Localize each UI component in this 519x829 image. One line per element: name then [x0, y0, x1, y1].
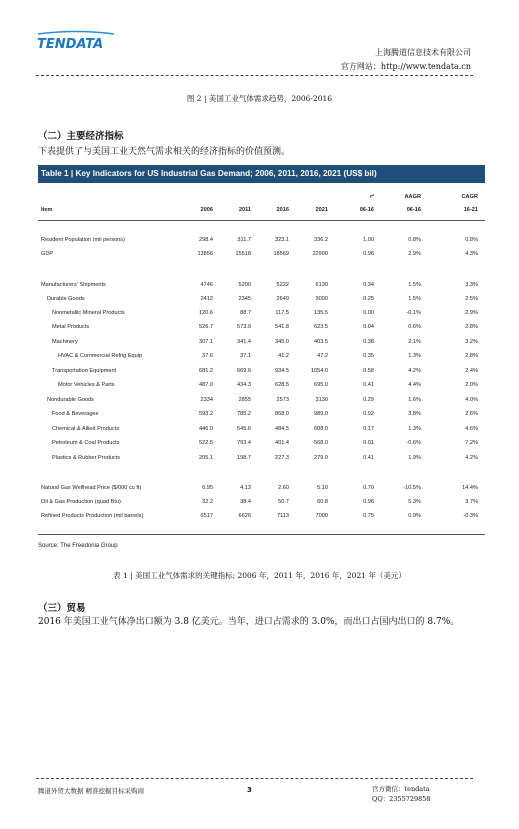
company-info	[341, 46, 471, 74]
table-cell: 1.3%	[408, 426, 421, 432]
table-cell: 608.0	[314, 426, 328, 432]
table-cell: 3.2%	[465, 339, 478, 345]
table-row	[38, 425, 485, 433]
table-cell: 403.5	[314, 339, 328, 345]
table-cell: 5.3%	[408, 499, 421, 505]
table-cell: 3.3%	[465, 282, 478, 288]
table-cell: 2334	[200, 397, 213, 403]
table-caption: 表 1 | 美国工业气体需求的关键指标; 2006 年，2011 年，2016 年，2021 年（美元）	[113, 571, 406, 580]
table-cell: 628.5	[275, 382, 289, 388]
section-heading-indicators: （二）主要经济指标	[38, 131, 124, 142]
table-cell: -0.3%	[463, 513, 478, 519]
table-cell: 18569	[273, 251, 289, 257]
table-row	[38, 352, 485, 360]
table-cell: -10.5%	[403, 485, 421, 491]
column-header: 06-16	[359, 207, 374, 213]
table-cell: 4.2%	[408, 368, 421, 374]
table-cell: 868.0	[275, 411, 289, 417]
footer-qq: QQ：2355729858	[372, 795, 431, 803]
table-title: Table 1 | Key Indicators for US Industrial Gas Demand; 2006, 2011, 2016, 2021 (US$ bil)	[38, 165, 485, 183]
table-cell: 0.92	[363, 411, 374, 417]
table-header	[38, 206, 485, 214]
table-cell: 15518	[235, 251, 251, 257]
table-cell: 2.9%	[465, 310, 478, 316]
table-cell: 695.0	[314, 382, 328, 388]
table-cell: 0.01	[363, 440, 374, 446]
table-cell: 934.5	[275, 368, 289, 374]
row-label: Natural Gas Wellhead Price ($/000 cu ft)	[41, 485, 142, 491]
table-cell: 1.5%	[408, 296, 421, 302]
row-label: Oil & Gas Production (quad Btu)	[41, 499, 121, 505]
table-cell: 623.5	[314, 324, 328, 330]
column-header-top: AAGR	[404, 194, 421, 200]
table-cell: 14.4%	[462, 485, 478, 491]
company-name: 上海腾道信息技术有限公司	[375, 48, 471, 57]
table-cell: 41.2	[278, 353, 289, 359]
table-cell: 5222	[276, 282, 289, 288]
table-cell: 3.7%	[465, 499, 478, 505]
row-label: Refined Products Production (mil barrels)	[41, 513, 144, 519]
table-cell: 568.0	[314, 440, 328, 446]
table-cell: 446.0	[199, 426, 213, 432]
table-cell: 3130	[315, 397, 328, 403]
table-cell: 2.6%	[465, 411, 478, 417]
table-cell: 1.6%	[408, 397, 421, 403]
table-cell: 0.58	[363, 368, 374, 374]
table-row	[38, 250, 485, 258]
row-label: Manufacturers' Shipments	[41, 282, 106, 288]
table-cell: 2.0%	[465, 382, 478, 388]
table-cell: 32.2	[202, 499, 213, 505]
table-cell: 0.25	[363, 296, 374, 302]
table-cell: 307.1	[199, 339, 213, 345]
table-cell: 793.4	[237, 440, 251, 446]
column-header-top: r²	[369, 194, 374, 200]
table-cell: 0.8%	[465, 237, 478, 243]
table-cell: 4.4%	[408, 382, 421, 388]
table-cell: 0.6%	[408, 324, 421, 330]
table-cell: 3000	[315, 296, 328, 302]
table-cell: 4.6%	[465, 426, 478, 432]
table-cell: 2.8%	[465, 324, 478, 330]
table-row	[38, 498, 485, 506]
table-cell: 0.41	[363, 382, 374, 388]
table-cell: 50.7	[278, 499, 289, 505]
company-website[interactable]: 官方网站：http://www.tendata.cn	[340, 62, 471, 71]
table-cell: 0.70	[363, 485, 374, 491]
row-label: Chemical & Allied Products	[52, 426, 120, 432]
table-cell: -0.6%	[406, 440, 421, 446]
table-cell: 5.10	[317, 485, 328, 491]
table-cell: 989.0	[314, 411, 328, 417]
row-label: Motor Vehicles & Parts	[58, 382, 115, 388]
footer-divider	[36, 778, 473, 779]
column-header-item: Item	[41, 207, 53, 213]
table-cell: 5200	[238, 282, 251, 288]
table-cell: 0.8%	[408, 237, 421, 243]
page-number: 3	[247, 786, 252, 794]
table-row	[38, 236, 485, 244]
table-cell: 205.1	[199, 455, 213, 461]
table-cell: 0.75	[363, 513, 374, 519]
table-row	[38, 338, 485, 346]
table-cell: 2.1%	[408, 339, 421, 345]
table-cell: 1.3%	[408, 353, 421, 359]
table-cell: 2.4%	[465, 368, 478, 374]
row-label: Nonmetallic Mineral Products	[52, 310, 125, 316]
table-cell: 541.8	[275, 324, 289, 330]
table-cell: 7000	[315, 513, 328, 519]
header-divider	[36, 75, 473, 76]
table-row	[38, 484, 485, 492]
row-label: Nondurable Goods	[47, 397, 94, 403]
table-cell: 198.7	[237, 455, 251, 461]
table-cell: 1.00	[363, 237, 374, 243]
table-cell: 60.8	[317, 499, 328, 505]
table-row	[38, 454, 485, 462]
table-row	[38, 309, 485, 317]
row-label: GDP	[41, 251, 54, 257]
footer-contact	[372, 784, 431, 804]
table-cell: 2649	[276, 296, 289, 302]
row-label: Food & Beverages	[52, 411, 99, 417]
table-cell: 120.6	[199, 310, 213, 316]
table-bottom-rule	[38, 534, 485, 535]
table-cell: 117.5	[275, 310, 289, 316]
table-cell: 545.6	[237, 426, 251, 432]
table-header-rule	[38, 220, 485, 221]
table-cell: 0.29	[363, 397, 374, 403]
row-label: HVAC & Commercial Refrig Equip	[58, 353, 143, 359]
table-cell: 6.95	[202, 485, 213, 491]
column-header: 2006	[200, 207, 213, 213]
table-cell: 0.17	[363, 426, 374, 432]
table-cell: 1.9%	[408, 455, 421, 461]
table-cell: 4.2%	[465, 455, 478, 461]
trade-paragraph: 2016 年美国工业气体净出口额为 3.8 亿美元。当年，进口占需求的 3.0%，而出口占国内出口的 8.7%。	[38, 617, 460, 627]
table-cell: 6517	[200, 513, 213, 519]
table-cell: 0.35	[363, 353, 374, 359]
table-cell: 13856	[197, 251, 213, 257]
table-cell: 227.3	[275, 455, 289, 461]
table-source: Source: The Freedonia Group	[38, 543, 118, 549]
table-cell: 4.0%	[465, 397, 478, 403]
table-row	[38, 295, 485, 303]
table-cell: 0.96	[363, 499, 374, 505]
table-row	[38, 367, 485, 375]
table-cell: 0.00	[363, 310, 374, 316]
table-cell: 2573	[276, 397, 289, 403]
table-row	[38, 439, 485, 447]
row-label: Durable Goods	[47, 296, 85, 302]
table-cell: 2.9%	[408, 251, 421, 257]
table-cell: 681.2	[199, 368, 213, 374]
column-header: 2011	[238, 207, 251, 213]
table-cell: 0.04	[363, 324, 374, 330]
table-cell: 0.38	[363, 339, 374, 345]
table-cell: 2412	[200, 296, 213, 302]
table-row	[38, 410, 485, 418]
table-cell: 522.5	[199, 440, 213, 446]
table-cell: 47.2	[317, 353, 328, 359]
table-cell: 37.1	[240, 353, 251, 359]
table-row	[38, 281, 485, 289]
row-label: Transportation Equipment	[52, 368, 117, 374]
table-cell: 135.5	[314, 310, 328, 316]
table-cell: 7.2%	[465, 440, 478, 446]
table-row	[38, 396, 485, 404]
table-cell: 336.2	[314, 237, 328, 243]
table-cell: 2855	[238, 397, 251, 403]
column-header: 2016	[276, 207, 289, 213]
table-cell: 484.5	[275, 426, 289, 432]
table-cell: 345.0	[275, 339, 289, 345]
table-cell: 4.13	[240, 485, 251, 491]
table-cell: 298.4	[199, 237, 213, 243]
table-cell: 401.4	[275, 440, 289, 446]
table-cell: 6626	[238, 513, 251, 519]
table-cell: 341.4	[237, 339, 251, 345]
table-cell: 7113	[276, 513, 289, 519]
table-cell: 22900	[312, 251, 328, 257]
logo-text: TENDATA	[37, 37, 104, 52]
column-header-top: CAGR	[461, 194, 478, 200]
tendata-logo	[36, 30, 116, 52]
table-cell: 487.0	[199, 382, 213, 388]
figure-caption: 图 2 | 美国工业气体需求趋势，2006-2016	[186, 94, 333, 103]
table-cell: 2.8%	[465, 353, 478, 359]
table-cell: 3.8%	[408, 411, 421, 417]
table-cell: 2.5%	[465, 296, 478, 302]
table-cell: 434.3	[237, 382, 251, 388]
table-header-top	[38, 193, 485, 201]
table-cell: 4746	[200, 282, 213, 288]
table-cell: 593.2	[199, 411, 213, 417]
table-cell: 669.6	[237, 368, 251, 374]
row-label: Metal Products	[52, 324, 90, 330]
table-cell: 526.7	[199, 324, 213, 330]
footer-wechat: 官方微信：tendata	[372, 785, 430, 793]
table-cell: 0.41	[363, 455, 374, 461]
table-cell: 323.1	[275, 237, 289, 243]
section-intro-text: 下表提供了与美国工业天然气需求相关的经济指标的价值预测。	[38, 147, 291, 157]
table-cell: 4.3%	[465, 251, 478, 257]
table-cell: 0.9%	[408, 513, 421, 519]
column-header: 16-21	[463, 207, 478, 213]
table-cell: 37.6	[202, 353, 213, 359]
table-cell: 279.0	[314, 455, 328, 461]
column-header: 2021	[315, 207, 328, 213]
table-row	[38, 512, 485, 520]
table-cell: 6130	[315, 282, 328, 288]
table-cell: 38.4	[240, 499, 251, 505]
table-cell: 0.96	[363, 251, 374, 257]
row-label: Machinery	[52, 339, 78, 345]
table-cell: 2.60	[278, 485, 289, 491]
table-cell: 2345	[238, 296, 251, 302]
footer-slogan: 腾道外贸大数据 精准挖掘目标采购商	[38, 787, 145, 795]
table-cell: 1.5%	[408, 282, 421, 288]
table-row	[38, 323, 485, 331]
table-cell: 1054.0	[310, 368, 328, 374]
table-cell: 573.9	[237, 324, 251, 330]
row-label: Resident Population (mil persons)	[41, 237, 125, 243]
row-label: Plastics & Rubber Products	[52, 455, 121, 461]
column-header: 06-16	[406, 207, 421, 213]
row-label: Petroleum & Coal Products	[52, 440, 120, 446]
table-cell: 785.2	[237, 411, 251, 417]
table-row	[38, 381, 485, 389]
section-heading-trade: （三）贸易	[38, 603, 86, 614]
table-cell: -0.1%	[406, 310, 421, 316]
table-cell: 311.7	[237, 237, 251, 243]
table-cell: 88.7	[240, 310, 251, 316]
table-cell: 0.34	[363, 282, 374, 288]
